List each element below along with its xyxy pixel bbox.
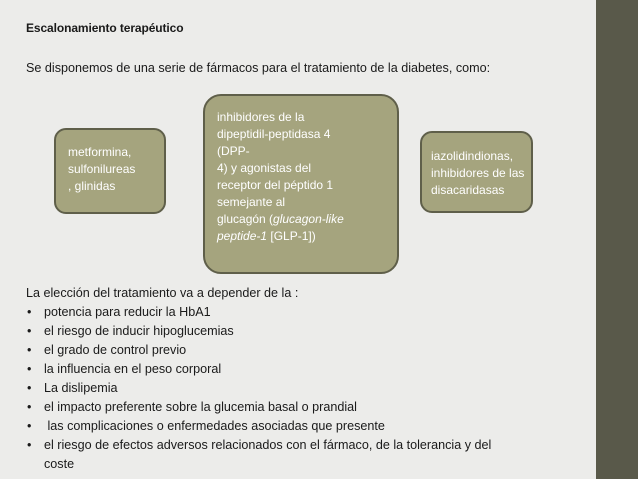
right-accent-bar <box>596 0 638 479</box>
intro-text: Se disponemos de una serie de fármacos para el tratamiento de la diabetes, como: <box>26 61 491 75</box>
list-item <box>26 398 586 417</box>
list-item-text: el impacto preferente sobre la glucemia basal o prandial <box>44 400 357 414</box>
list-item <box>26 379 586 398</box>
list-item-text: potencia para reducir la HbA1 <box>44 305 211 319</box>
list-item <box>26 360 586 379</box>
bullet-icon: • <box>27 419 32 433</box>
box-line <box>217 211 391 228</box>
list-item <box>26 303 586 322</box>
bullet-icon: • <box>27 381 32 395</box>
box-line: , glinidas <box>68 179 116 193</box>
box-italic-text: peptide-1 <box>217 229 268 243</box>
list-item-text: coste <box>44 457 75 471</box>
list-item-text: las complicaciones o enfermedades asociadas que presente <box>44 419 385 433</box>
box-line: inhibidores de la <box>217 110 305 124</box>
box-line: disacaridasas <box>431 183 505 197</box>
box-line: dipeptidil-peptidasa 4 <box>217 127 331 141</box>
bullet-icon: • <box>27 438 32 452</box>
slide-title: Escalonamiento terapéutico <box>26 21 184 35</box>
drug-box-dpp4-glp1 <box>203 94 399 274</box>
list-item-text: el riesgo de inducir hipoglucemias <box>44 324 234 338</box>
list-item <box>26 436 586 474</box>
list-item <box>26 341 586 360</box>
bullet-icon: • <box>27 305 32 319</box>
box-line: iazolidindionas, <box>431 149 514 163</box>
bullet-icon: • <box>27 400 32 414</box>
box-italic-text: glucagon-like <box>273 212 344 226</box>
bullet-icon: • <box>27 324 32 338</box>
list-item-text: La dislipemia <box>44 381 118 395</box>
box-text: [GLP-1]) <box>267 229 316 243</box>
box-line: inhibidores de las <box>431 166 525 180</box>
drug-box-tiazolidindionas <box>420 131 533 213</box>
list-item <box>26 322 586 341</box>
box-line: sulfonilureas <box>68 162 136 176</box>
box-line: metformina, <box>68 145 132 159</box>
box-text: glucagón ( <box>217 212 274 226</box>
factors-heading: La elección del tratamiento va a depender de la : <box>26 286 299 300</box>
bullet-icon: • <box>27 362 32 376</box>
bullet-icon: • <box>27 343 32 357</box>
list-item <box>26 417 586 436</box>
box-line: semejante al <box>217 195 286 209</box>
drug-box-metformina <box>54 128 166 214</box>
box-line: 4) y agonistas del <box>217 161 312 175</box>
box-line: receptor del péptido 1 <box>217 178 334 192</box>
selection-factors <box>26 284 586 474</box>
list-item-text: el riesgo de efectos adversos relacionados con el fármaco, de la tolerancia y del <box>44 438 492 452</box>
factors-list <box>26 303 586 474</box>
list-item-text: la influencia en el peso corporal <box>44 362 222 376</box>
box-line <box>217 228 391 245</box>
box-line: (DPP- <box>217 144 250 158</box>
list-item-text: el grado de control previo <box>44 343 187 357</box>
